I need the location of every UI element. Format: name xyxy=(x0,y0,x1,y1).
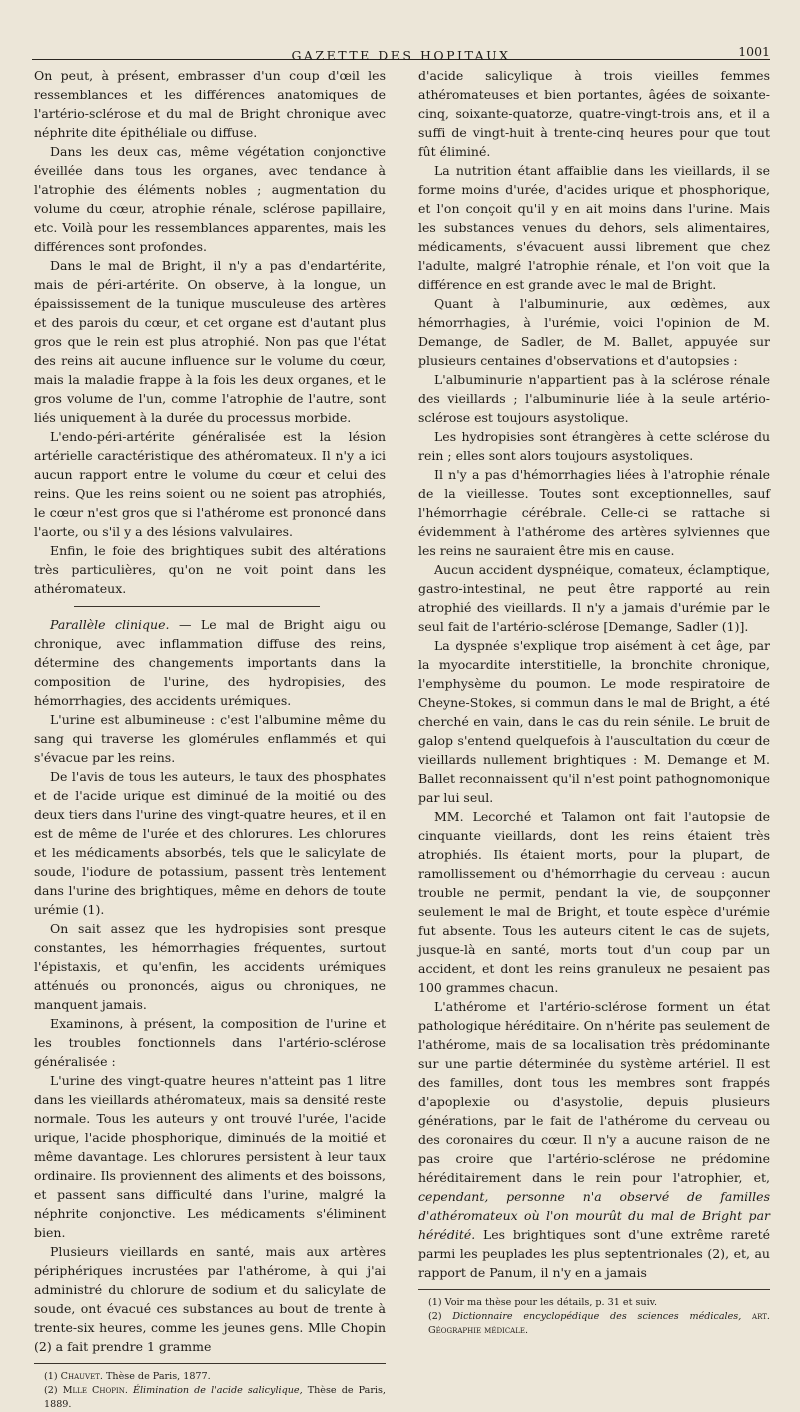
paragraph: L'albuminurie n'appartient pas à la sclérose rénale des vieillards ; l'albuminurie liée à la seule artério-sclérose est toujours asystolique. xyxy=(418,372,770,425)
journal-title: GAZETTE DES HOPITAUX xyxy=(291,48,511,63)
footnote-mark: (1) xyxy=(428,1297,442,1308)
footnote xyxy=(44,1384,386,1412)
footnote-text: Voir ma thèse pour les détails, p. 31 et suiv. xyxy=(444,1297,657,1308)
page-number: 1001 xyxy=(738,44,770,59)
text-run: Les brightiques sont d'une extrême rareté parmi les peuplades les plus septentrionales (2), et, au rapport de Panum, il n'y en a jamais xyxy=(418,1227,770,1280)
paragraph: On peut, à présent, embrasser d'un coup d'œil les ressemblances et les différences anatomiques de l'artério-sclérose et du mal de Bright chronique avec néphrite dite épithéliale ou diffuse. xyxy=(34,68,386,140)
footnote-title: Élimination de l'acide salicylique, xyxy=(132,1385,303,1396)
footnote-author: Chauvet. xyxy=(60,1371,103,1382)
footnote-mark: (2) xyxy=(44,1385,58,1396)
section-paragraph xyxy=(34,615,386,710)
section-label: Parallèle clinique. xyxy=(50,617,170,632)
paragraph: Dans le mal de Bright, il n'y a pas d'endartérite, mais de péri-artérite. On observe, à la longue, un épaississement de la tunique musculeuse des artères et des parois du cœur, et cet organe est d'autant plus gros que le rein est plus atrophié. Non pas que l'état des reins ait aucune influence sur le volume du cœur, mais la maladie frappe à la fois les deux organes, et le gros volume de l'un, comme l'atrophie de l'autre, sont liés uniquement à la durée du processus morbide. xyxy=(34,258,386,425)
footnote xyxy=(44,1370,386,1384)
footnote-rule xyxy=(418,1289,770,1290)
paragraph: Il n'y a pas d'hémorrhagies liées à l'atrophie rénale de la vieillesse. Toutes sont exceptionnelles, sauf l'hémorrhagie cérébrale. Celle-ci se rattache si évidemment à l'athérome des artères sylviennes que les reins ne sauraient être mis en cause. xyxy=(418,467,770,558)
paragraph: La nutrition étant affaiblie dans les vieillards, il se forme moins d'urée, d'acides urique et phosphorique, et l'on conçoit qu'il y en ait moins dans l'urine. Mais les substances venues du dehors, sels alimentaires, médicaments, s'évacuent aussi librement que chez l'adulte, malgré l'atrophie rénale, et l'on voit que la différence en est grande avec le mal de Bright. xyxy=(418,163,770,292)
footnote-mark: (2) xyxy=(428,1311,442,1322)
paragraph: Examinons, à présent, la composition de l'urine et les troubles fonctionnels dans l'artério-sclérose généralisée : xyxy=(34,1016,386,1069)
footnote-rule xyxy=(34,1363,386,1364)
paragraph: L'urine est albumineuse : c'est l'albumine même du sang qui traverse les glomérules enflammés et qui s'évacue par les reins. xyxy=(34,712,386,765)
footnote-author: Mlle Chopin. xyxy=(62,1385,128,1396)
paragraph: De l'avis de tous les auteurs, le taux des phosphates et de l'acide urique est diminué de la moitié ou des deux tiers dans l'urine des vingt-quatre heures, et il en est de même de l'urée et des chlorures. Les chlorures et les médicaments absorbés, tels que le salicylate de soude, l'iodure de potassium, passent très lentement dans l'urine des brightiques, même en dehors de toute urémie (1). xyxy=(34,769,386,917)
paragraph xyxy=(418,997,770,1282)
right-column xyxy=(418,66,770,1412)
italic-run: cependant, personne n'a observé de familles d'athéromateux où l'on mourût du mal de Bright par hérédité. xyxy=(418,1189,770,1242)
paragraph: d'acide salicylique à trois vieilles femmes athéromateuses et bien portantes, âgées de soixante-cinq, soixante-quatorze, quatre-vingt-trois ans, et il a suffi de vingt-huit à trente-cinq heures pour que tout fût éliminé. xyxy=(418,68,770,159)
paragraph: Quant à l'albuminurie, aux œdèmes, aux hémorrhagies, à l'urémie, voici l'opinion de M. Demange, de Sadler, de M. Ballet, appuyée sur plusieurs centaines d'observations et d'autopsies : xyxy=(418,296,770,368)
paragraph: On sait assez que les hydropisies sont presque constantes, les hémorrhagies fréquentes, surtout l'épistaxis, et qu'enfin, les accidents urémiques atténués ou prononcés, aigus ou chroniques, ne manquent jamais. xyxy=(34,921,386,1012)
footnote xyxy=(428,1310,770,1338)
footnote-mark: (1) xyxy=(44,1371,58,1382)
footnote-title: Dictionnaire encyclopédique des sciences médicales, xyxy=(452,1311,742,1322)
running-head xyxy=(32,30,770,63)
footnote-text: Thèse de Paris, 1889. xyxy=(44,1385,386,1410)
footnote-text: art. Géographie médicale. xyxy=(428,1311,770,1336)
paragraph: La dyspnée s'explique trop aisément à cet âge, par la myocardite interstitielle, la bronchite chronique, l'emphysème du poumon. Le mode respiratoire de Cheyne-Stokes, si commun dans le mal de Bright, a été cherché en vain, dans le cas du rein sénile. Le bruit de galop s'entend quelquefois à l'auscultation du cœur de vieillards nullement brightiques : M. Demange et M. Ballet reconnaissent qu'il n'est point pathognomonique par lui seul. xyxy=(418,638,770,805)
footnote-text: Thèse de Paris, 1877. xyxy=(106,1371,211,1382)
text-run: L'athérome et l'artério-sclérose forment un état pathologique héréditaire. On n'hérite pas seulement de l'athérome, mais de sa localisation très prédominante sur une partie déterminée du système artériel. Il est des familles, dont tous les membres sont frappés d'apoplexie ou d'asystolie, depuis plusieurs générations, par le fait de l'athérome du cerveau ou des coronaires du cœur. Il n'y a aucune raison de ne pas croire que l'artério-sclérose ne prédomine héréditairement dans le rein pour l'atrophier, et, xyxy=(418,999,770,1185)
paragraph: Aucun accident dyspnéique, comateux, éclamptique, gastro-intestinal, ne peut être rapporté au rein atrophié des vieillards. Il n'y a jamais d'urémie par le seul fait de l'artério-sclérose [Demange, Sadler (1)]. xyxy=(418,562,770,634)
footnotes-right xyxy=(418,1296,770,1338)
footnotes-left xyxy=(34,1370,386,1412)
paragraph: Plusieurs vieillards en santé, mais aux artères périphériques incrustées par l'athérome, à qui j'ai administré du chlorure de sodium et du salicylate de soude, ont évacué ces substances au bout de trente à trente-six heures, comme les jeunes gens. Mlle Chopin (2) a fait prendre 1 gramme xyxy=(34,1244,386,1354)
footnote xyxy=(428,1296,770,1310)
section-divider xyxy=(74,606,320,607)
paragraph: Dans les deux cas, même végétation conjonctive éveillée dans tous les organes, avec tendance à l'atrophie des éléments nobles ; augmentation du volume du cœur, atrophie rénale, sclérose papillaire, etc. Voilà pour les ressemblances apparentes, mais les différences sont profondes. xyxy=(34,144,386,254)
section-intro: — Le mal de Bright aigu ou chronique, avec inflammation diffuse des reins, détermine des changements importants dans la composition de l'urine, des hydropisies, des hémorrhagies, des accidents urémiques. xyxy=(34,617,386,708)
left-column xyxy=(32,66,386,1412)
paragraph: L'urine des vingt-quatre heures n'atteint pas 1 litre dans les vieillards athéromateux, mais sa densité reste normale. Tous les auteurs y ont trouvé l'urée, l'acide urique, l'acide phosphorique, diminués de la moitié et même davantage. Les chlorures persistent à leur taux ordinaire. Ils proviennent des aliments et des boissons, et passent sans difficulté dans l'urine, malgré la néphrite conjonctive. Les médicaments s'éliminent bien. xyxy=(34,1073,386,1240)
paragraph: Les hydropisies sont étrangères à cette sclérose du rein ; elles sont alors toujours asystoliques. xyxy=(418,429,770,463)
paragraph: L'endo-péri-artérite généralisée est la lésion artérielle caractéristique des athéromateux. Il n'y a ici aucun rapport entre le volume du cœur et celui des reins. Que les reins soient ou ne soient pas atrophiés, le cœur n'est gros que si l'athérome est prononcé dans l'aorte, ou s'il y a des lésions valvulaires. xyxy=(34,429,386,539)
paragraph: MM. Lecorché et Talamon ont fait l'autopsie de cinquante vieillards, dont les reins étaient très atrophiés. Ils étaient morts, pour la plupart, de ramollissement ou d'hémorrhagie du cerveau : aucun trouble ne permit, pendant la vie, de soupçonner seulement le mal de Bright, et toute espèce d'urémie fut absente. Tous les auteurs citent le cas de sujets, jusque-là en santé, morts tout d'un coup par un accident, et dont les reins granuleux ne pesaient pas 100 grammes chacun. xyxy=(418,809,770,995)
paragraph: Enfin, le foie des brightiques subit des altérations très particulières, qu'on ne voit point dans les athéromateux. xyxy=(34,543,386,596)
two-column-body xyxy=(32,66,770,1412)
